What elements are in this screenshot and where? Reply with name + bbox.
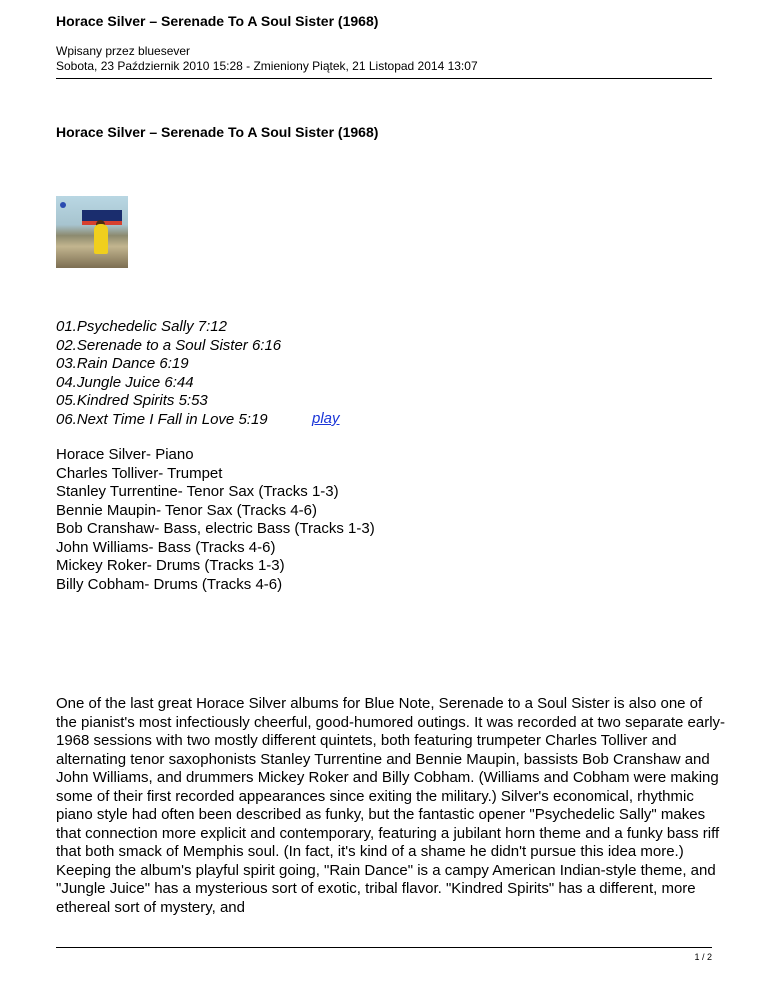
personnel-item: Mickey Roker- Drums (Tracks 1-3)	[56, 557, 285, 574]
personnel-item: Charles Tolliver- Trumpet	[56, 464, 223, 482]
personnel-item: Horace Silver- Piano	[56, 446, 194, 463]
track-item: 01.Psychedelic Sally 7:12	[56, 318, 227, 335]
track-item: 02.Serenade to a Soul Sister 6:16	[56, 336, 282, 354]
date-line: Sobota, 23 Październik 2010 15:28 - Zmieniony Piątek, 21 Listopad 2014 13:07	[56, 59, 478, 73]
footer-divider	[56, 947, 712, 948]
album-cover-image	[56, 196, 128, 268]
author-line: Wpisany przez bluesever	[56, 44, 191, 58]
personnel-item: Bob Cranshaw- Bass, electric Bass (Tracks 1-3)	[56, 520, 375, 537]
track-item: 05.Kindred Spirits 5:53	[56, 392, 208, 409]
header-title: Horace Silver – Serenade To A Soul Sister (1968)	[56, 13, 379, 29]
track-item: 04.Jungle Juice 6:44	[56, 373, 194, 391]
cover-figure	[94, 224, 108, 254]
personnel-item: John Williams- Bass (Tracks 4-6)	[56, 538, 276, 556]
tracklist	[56, 318, 281, 429]
track-item: 06.Next Time I Fall in Love 5:19	[56, 410, 268, 428]
article-title: Horace Silver – Serenade To A Soul Sister (1968)	[56, 124, 379, 140]
personnel-item: Stanley Turrentine- Tenor Sax (Tracks 1-3)	[56, 483, 339, 500]
header-divider	[56, 78, 712, 79]
play-link[interactable]: play	[312, 410, 340, 427]
label-logo-icon	[60, 202, 66, 208]
page-number: 1 / 2	[694, 952, 712, 962]
personnel-list	[56, 446, 375, 594]
review-paragraph: One of the last great Horace Silver albums for Blue Note, Serenade to a Soul Sister is also one of the pianist's most infectiously cheerful, good-humored outings. It was recorded at two separate early-1968 sessions with two mostly different quintets, both featuring trumpeter Charles Tolliver and alternating tenor saxophonists Stanley Turrentine and Bennie Maupin, bassists Bob Cranshaw and John Williams, and drummers Mickey Roker and Billy Cobham. (Williams and Cobham were making some of their first recorded appearances since exiting the military.) Silver's economical, rhythmic piano style had often been described as funky, but the fantastic opener "Psychedelic Sally" makes that connection more explicit and contemporary, featuring a jubilant horn theme and a funky bass riff that both smack of Memphis soul. (In fact, it's kind of a shame he didn't pursue this idea more.) Keeping the album's playful spirit going, "Rain Dance" is a campy American Indian-style theme, and "Jungle Juice" has a mysterious sort of exotic, tribal flavor. "Kindred Spirits" has a different, more ethereal sort of mystery, and	[56, 695, 726, 916]
header-meta	[56, 44, 478, 74]
personnel-item: Billy Cobham- Drums (Tracks 4-6)	[56, 575, 283, 593]
track-item: 03.Rain Dance 6:19	[56, 355, 189, 372]
personnel-item: Bennie Maupin- Tenor Sax (Tracks 4-6)	[56, 501, 317, 519]
